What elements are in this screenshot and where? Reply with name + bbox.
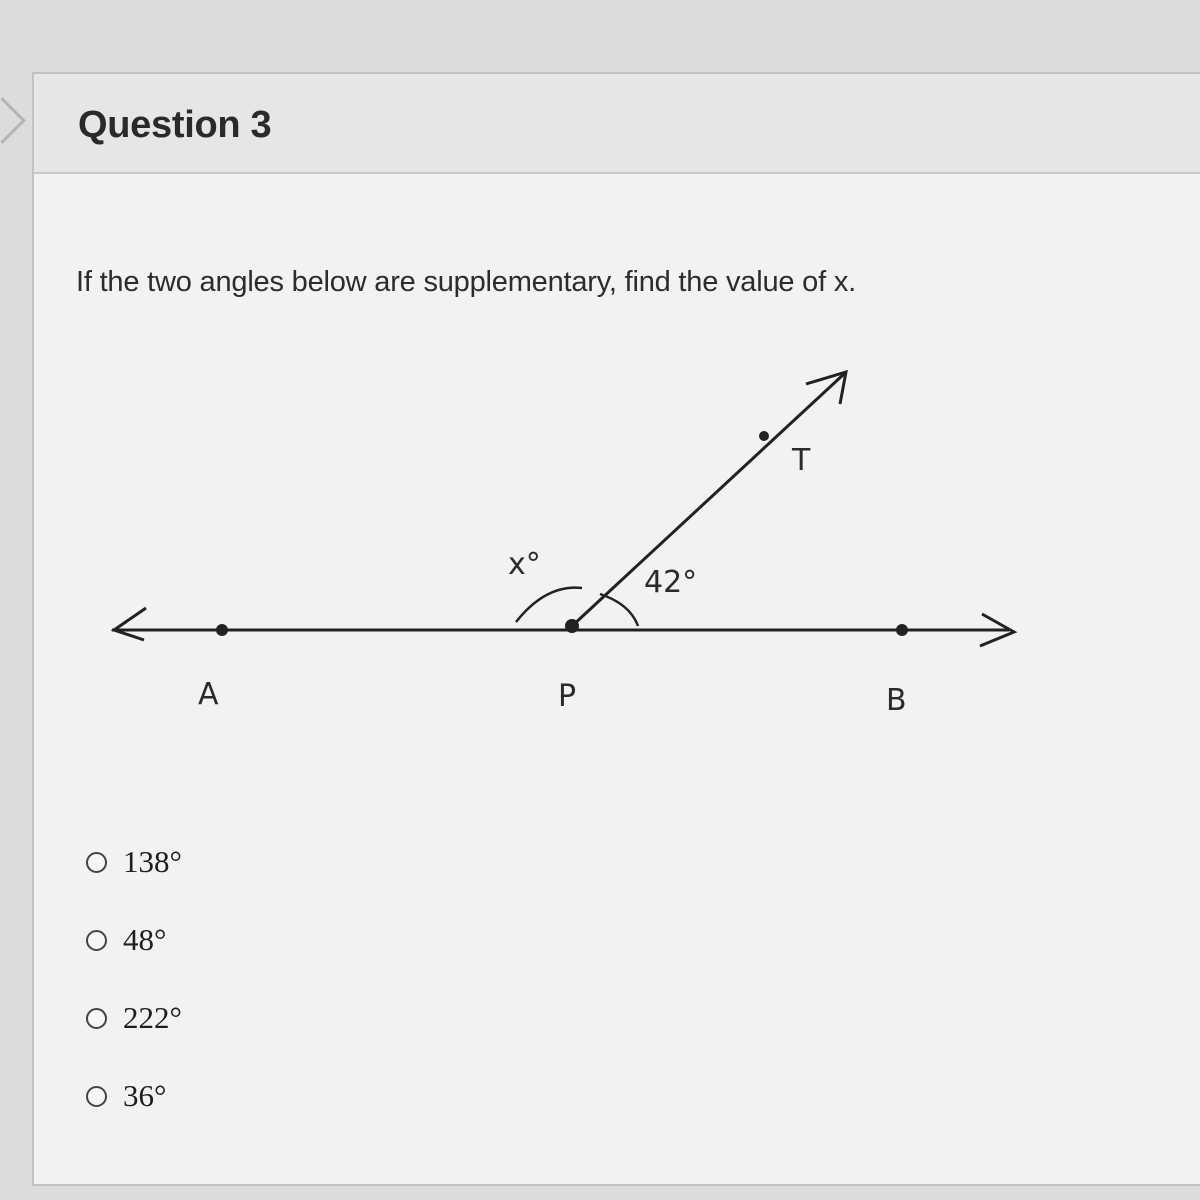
answer-label: 36° xyxy=(123,1078,167,1113)
question-prompt: If the two angles below are supplementary, find the value of x. xyxy=(76,266,856,298)
angle-x-arc xyxy=(516,588,582,622)
arrow-left-icon xyxy=(114,608,146,640)
radio-button[interactable] xyxy=(86,1086,107,1107)
collapse-chevron-icon xyxy=(0,97,26,144)
answer-option-3[interactable] xyxy=(86,998,182,1038)
label-p: P xyxy=(558,679,577,714)
point-p-dot xyxy=(565,619,579,633)
answer-option-4[interactable] xyxy=(86,1076,182,1116)
radio-button[interactable] xyxy=(86,1008,107,1029)
label-b: B xyxy=(886,683,907,718)
answer-choices xyxy=(86,842,182,1154)
answer-label: 138° xyxy=(123,844,182,879)
ray-pt xyxy=(572,374,844,626)
point-b-dot xyxy=(896,624,908,636)
label-a: A xyxy=(198,677,219,712)
radio-button[interactable] xyxy=(86,930,107,951)
angle-diagram xyxy=(34,74,1200,834)
label-t: T xyxy=(792,443,811,478)
question-card xyxy=(32,72,1200,1186)
label-x: x° xyxy=(508,547,541,582)
question-title: Question 3 xyxy=(78,104,272,146)
label-42: 42° xyxy=(644,565,698,600)
answer-label: 222° xyxy=(123,1000,182,1035)
answer-label: 48° xyxy=(123,922,167,957)
answer-option-2[interactable] xyxy=(86,920,182,960)
radio-button[interactable] xyxy=(86,852,107,873)
angle-42-arc xyxy=(600,594,638,626)
answer-option-1[interactable] xyxy=(86,842,182,882)
point-a-dot xyxy=(216,624,228,636)
point-t-dot xyxy=(759,431,769,441)
